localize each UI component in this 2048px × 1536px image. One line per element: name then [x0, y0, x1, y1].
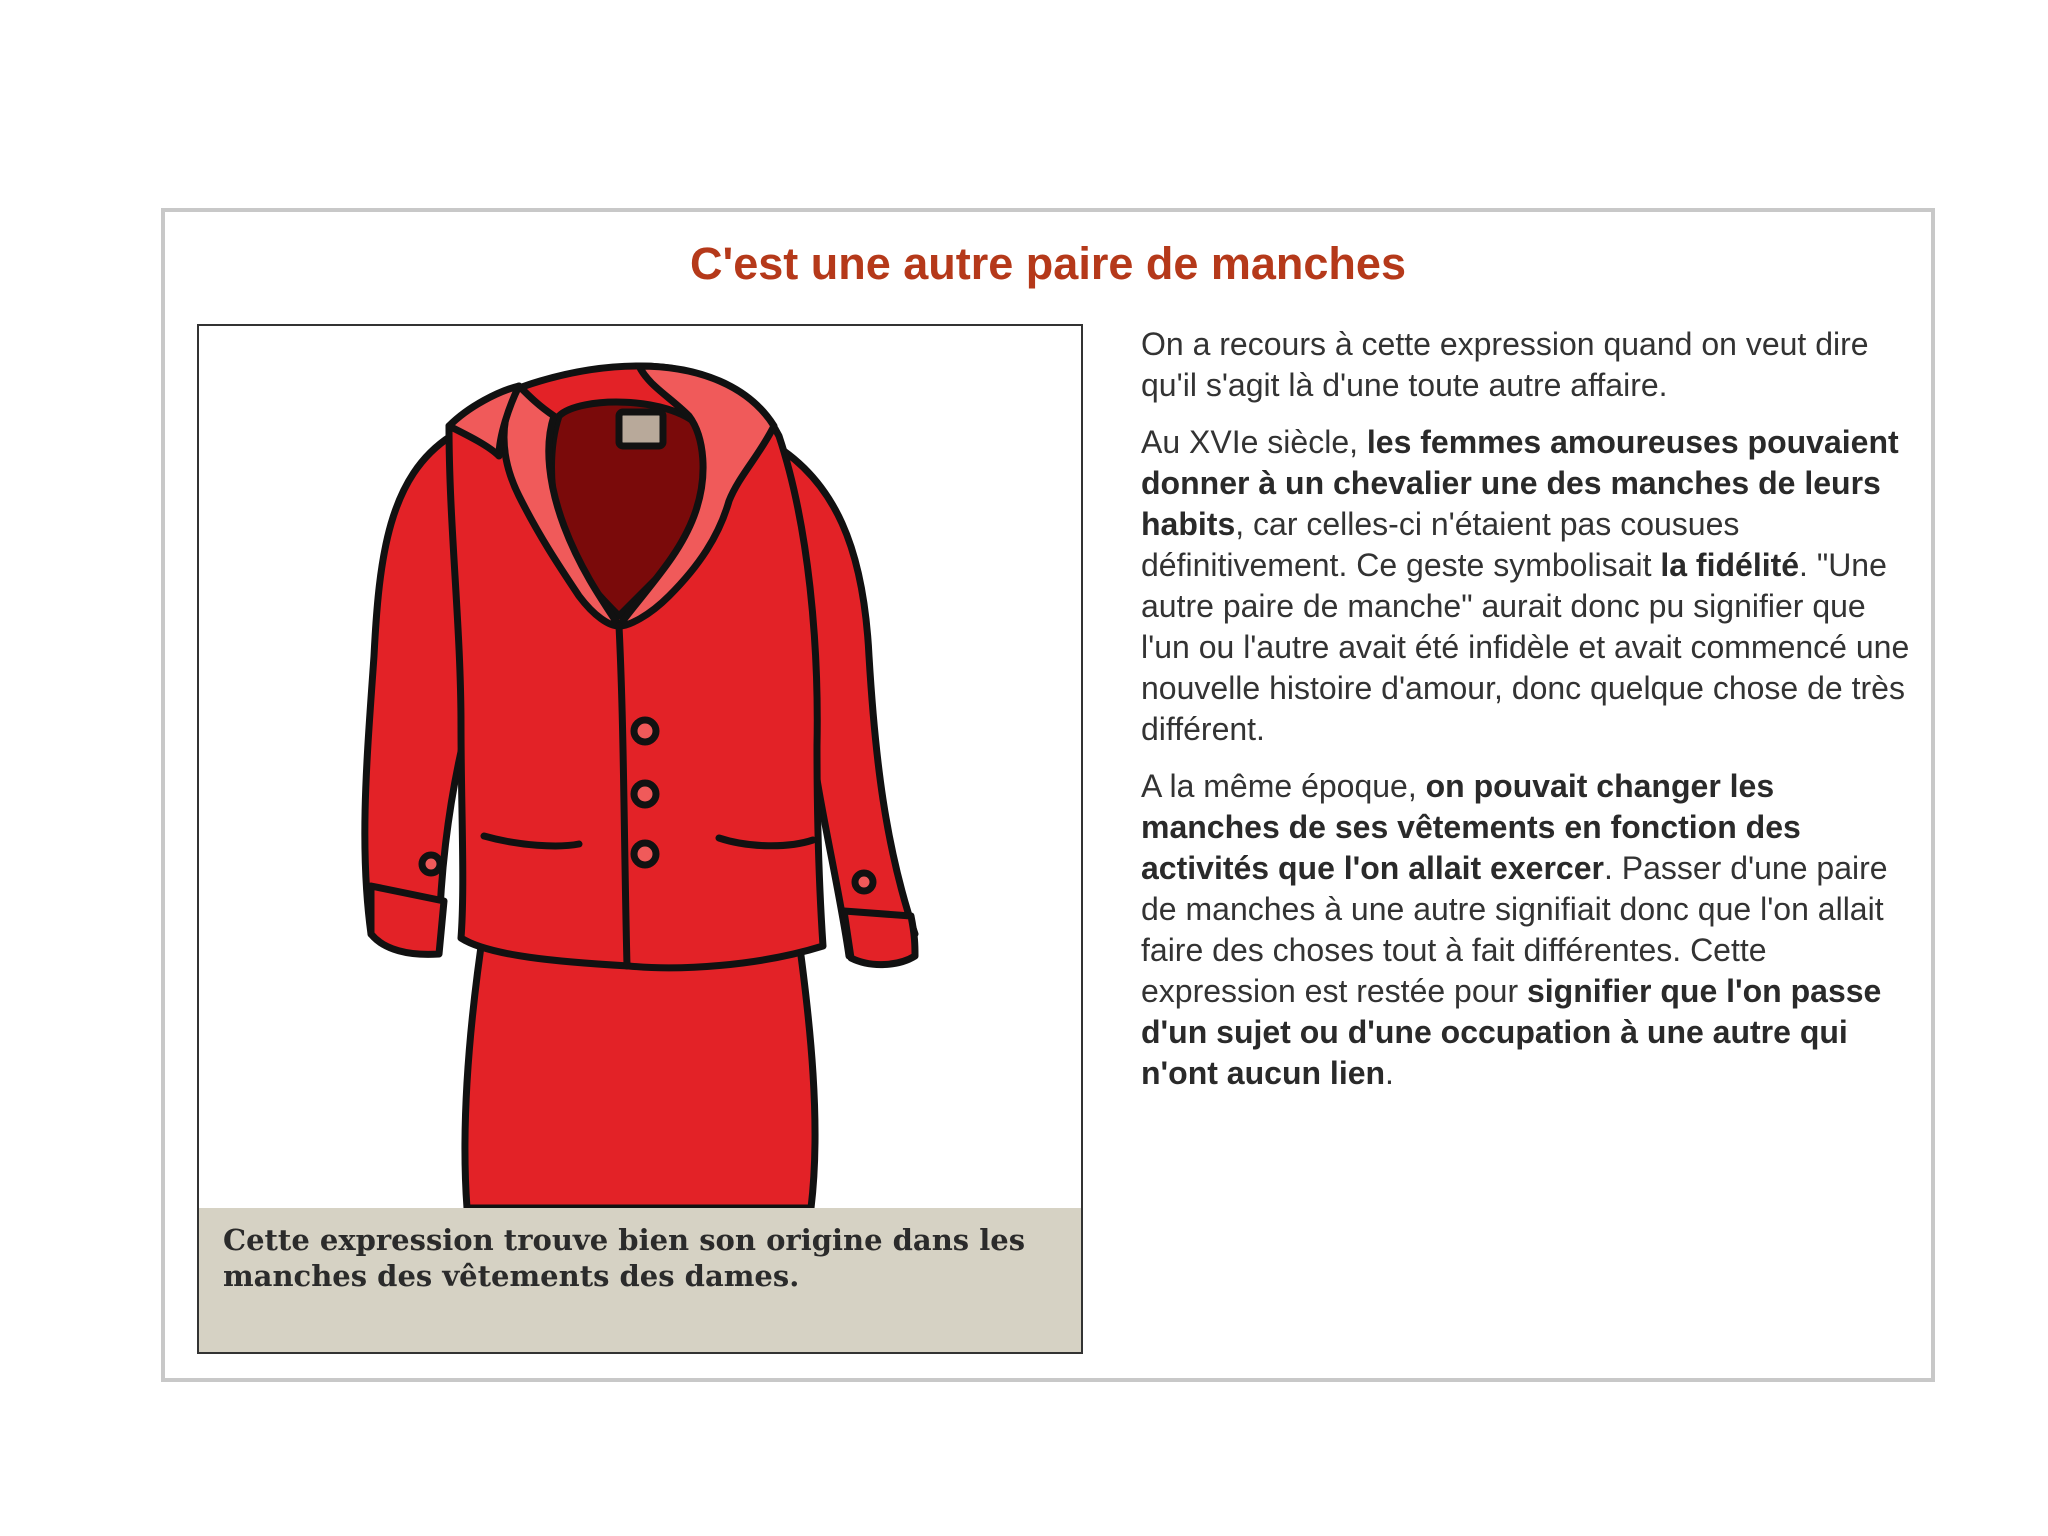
collar-tag [619, 412, 663, 446]
article-title: C'est une autre paire de manches [690, 238, 1406, 289]
body-text: A la même époque, [1141, 768, 1426, 804]
illustration-panel [197, 324, 1083, 1354]
illustration-caption: Cette expression trouve bien son origine dans les manches des vêtements des dames. [199, 1208, 1081, 1354]
emphasis-text: la fidélité [1660, 547, 1800, 583]
right-cuff-button [855, 873, 873, 891]
left-cuff [371, 886, 444, 954]
red-jacket-illustration [199, 326, 1081, 1208]
paragraph [1141, 324, 1921, 406]
body-text: Au XVIe siècle, [1141, 424, 1367, 460]
emphasis-text: signifier que l'on passe d'un sujet ou d'une occupation à une autre qui n'ont aucun lien [1141, 973, 1882, 1091]
article-body [1141, 324, 1921, 1110]
button-bottom [634, 843, 656, 865]
body-text: . [1385, 1055, 1394, 1091]
left-cuff-button [422, 855, 440, 873]
emphasis-text: on pouvait changer les manches de ses vêtements en fonction des activités que l'on allait exercer [1141, 768, 1801, 886]
body-text: , car celles-ci n'étaient pas cousues définitivement. Ce geste symbolisait [1141, 506, 1740, 583]
body-text: . "Une autre paire de manche" aurait donc pu signifier que l'un ou l'autre avait été infidèle et avait commencé une nouvelle histoire d'amour, donc quelque chose de très différent. [1141, 547, 1910, 747]
button-top [634, 720, 656, 742]
button-middle [634, 783, 656, 805]
paragraph [1141, 422, 1921, 750]
right-cuff [844, 911, 915, 965]
emphasis-text: les femmes amoureuses pouvaient donner à un chevalier une des manches de leurs habits [1141, 424, 1899, 542]
body-text: . Passer d'une paire de manches à une autre signifiait donc que l'on allait faire des choses tout à fait différentes. Cette expression est restée pour [1141, 850, 1888, 1009]
paragraph [1141, 766, 1921, 1094]
body-text: On a recours à cette expression quand on veut dire qu'il s'agit là d'une toute autre affaire. [1141, 326, 1869, 403]
article-frame [161, 208, 1935, 1382]
